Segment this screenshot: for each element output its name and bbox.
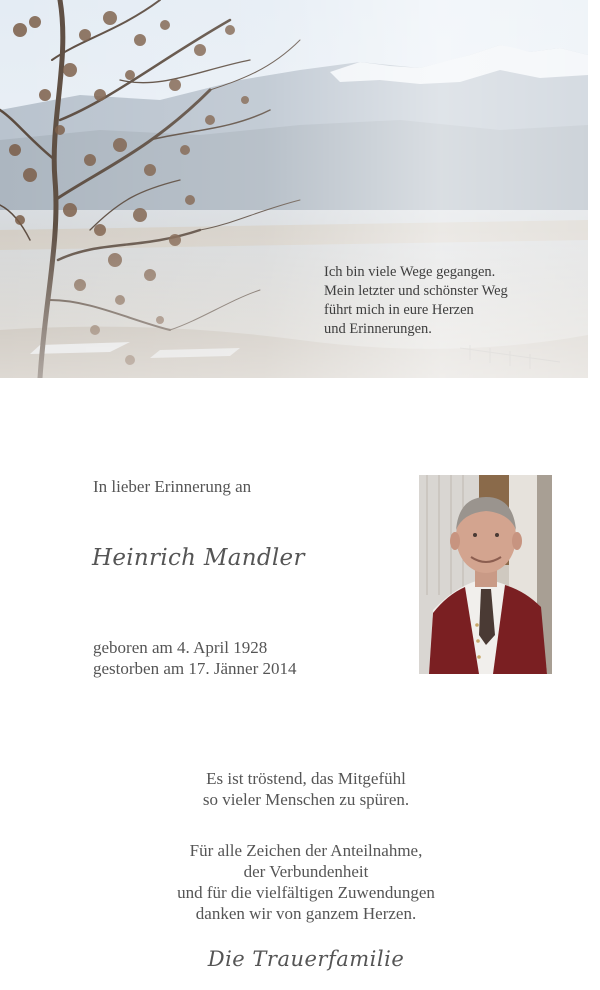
thanks-line: Für alle Zeichen der Anteilnahme, xyxy=(189,841,423,860)
portrait-illustration xyxy=(419,475,552,674)
death-date: gestorben am 17. Jänner 2014 xyxy=(93,659,297,678)
thanks-line: danken wir von ganzem Herzen. xyxy=(195,904,417,923)
thanks-line: der Verbundenheit xyxy=(243,862,369,881)
thanks-line: und für die vielfältigen Zuwendungen xyxy=(177,883,435,902)
thanks-line: Es ist tröstend, das Mitgefühl xyxy=(206,769,406,788)
life-dates xyxy=(93,637,296,679)
birth-date: geboren am 4. April 1928 xyxy=(93,638,268,657)
portrait-photo xyxy=(419,475,552,674)
landscape-header-image xyxy=(0,0,588,378)
family-signature: Die Trauerfamilie xyxy=(207,947,405,971)
poem-line: und Erinnerungen. xyxy=(324,321,432,337)
poem-text xyxy=(324,263,554,339)
intro-text: In lieber Erinnerung an xyxy=(93,477,252,496)
poem-line: führt mich in eure Herzen xyxy=(324,302,474,318)
deceased-name: Heinrich Mandler xyxy=(92,545,305,571)
thanks-line: so vieler Menschen zu spüren. xyxy=(202,790,410,809)
poem-line: Mein letzter und schönster Weg xyxy=(324,283,508,299)
thanks-block-1 xyxy=(0,768,600,810)
thanks-block-2 xyxy=(0,840,600,924)
poem-line: Ich bin viele Wege gegangen. xyxy=(324,264,496,280)
